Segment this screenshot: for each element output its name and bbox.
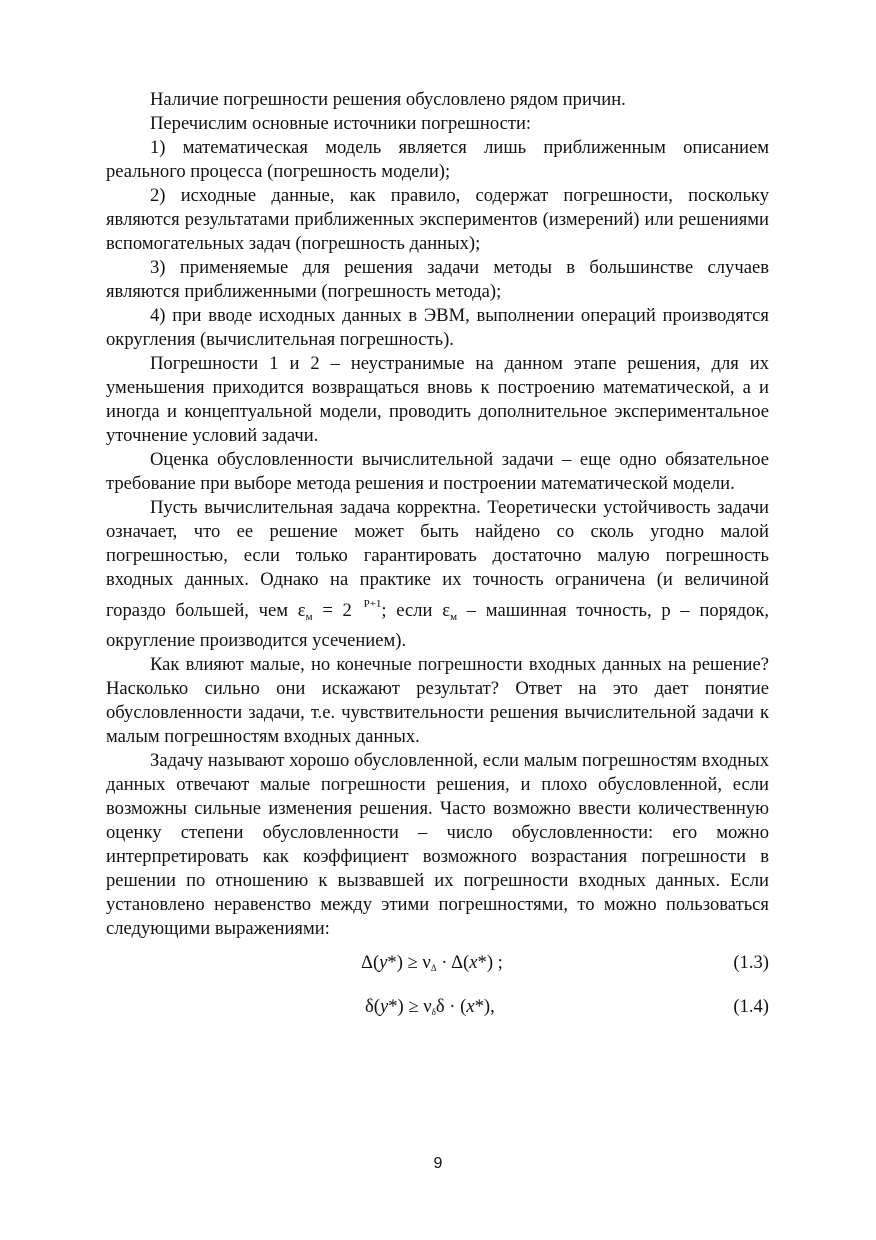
formula-part: *), — [474, 996, 495, 1017]
formula-expression — [361, 951, 503, 980]
text-fragment: = 2 — [312, 600, 362, 621]
formula-part: Δ( — [361, 952, 380, 973]
formula-1-3 — [106, 941, 769, 985]
epsilon-subscript: м — [305, 611, 313, 623]
formula-part: *) ≥ ν — [388, 996, 432, 1017]
page-body — [106, 88, 769, 1029]
variable-y: y — [379, 952, 388, 973]
paragraph-stability — [106, 496, 769, 653]
formula-subscript: Δ — [430, 963, 437, 973]
epsilon-subscript: м — [450, 611, 458, 623]
list-item-2: 2) исходные данные, как правило, содержат погрешности, поскольку являются результатами приближенных экспериментов (измерений) или решениями вспомогательных задач (погрешность данных); — [106, 185, 769, 254]
text-fragment: ; если ε — [381, 600, 451, 621]
paragraph-irreducible-errors: Погрешности 1 и 2 – неустранимые на данном этапе решения, для их уменьшения приходится возвращаться вновь к построению математической, а и иногда и концептуальной модели, проводить дополнительное экспериментальное уточнение условий задачи. — [106, 353, 769, 446]
equation-number: (1.3) — [733, 952, 769, 973]
formula-part: δ · ( — [435, 996, 467, 1017]
text-fragment: – машинная точность, p – порядок, округление производится усечением). — [106, 600, 770, 651]
variable-y: y — [379, 996, 389, 1017]
exponent: P+1 — [363, 598, 382, 610]
equation-number: (1.4) — [733, 996, 769, 1017]
formula-1-4 — [106, 985, 769, 1029]
paragraph-2: Перечислим основные источники погрешности: — [150, 113, 532, 134]
formula-part: δ( — [365, 996, 380, 1017]
list-item-3: 3) применяемые для решения задачи методы в большинстве случаев являются приближенными (погрешность метода); — [106, 257, 769, 302]
list-item-1: 1) математическая модель является лишь приближенным описанием реального процесса (погрешность модели); — [106, 137, 769, 182]
paragraph-questions: Как влияют малые, но конечные погрешности входных данных на решение? Насколько сильно они искажают результат? Ответ на это дает понятие обусловленности задачи, т.е. чувствительности решения вычислительной задачи к малым погрешностям входных данных. — [106, 654, 769, 747]
formula-part: · Δ( — [436, 952, 470, 973]
page-number: 9 — [433, 1155, 443, 1172]
variable-x: x — [466, 996, 475, 1017]
variable-x: x — [469, 952, 478, 973]
formula-expression — [365, 995, 495, 1024]
paragraph-conditioning: Оценка обусловленности вычислительной задачи – еще одно обязательное требование при выборе метода решения и построении математической модели. — [106, 449, 769, 494]
formula-subscript: δ — [431, 1007, 436, 1017]
formula-part: *) ≥ ν — [387, 952, 431, 973]
text-fragment: Пусть вычислительная задача корректна. Теоретически устойчивость задачи означает, что ее решение может быть найдено со сколь угодно малой погрешностью, если только гарантировать достаточно малую погрешность входных данных. Однако на практике их точность ограничена (и величиной гораздо большей, чем ε — [106, 497, 769, 621]
paragraph-well-conditioned: Задачу называют хорошо обусловленной, если малым погрешностям входных данных отвечают малые погрешности решения, и плохо обусловленной, если возможны сильные изменения решения. Часто возможно ввести количественную оценку степени обусловленности – число обусловленности: его можно интерпретировать как коэффициент возможного возрастания погрешности в решении по отношению к вызвавшей их погрешности входных данных. Если установлено неравенство между этими погрешностями, то можно пользоваться следующими выражениями: — [106, 750, 769, 939]
list-item-4: 4) при вводе исходных данных в ЭВМ, выполнении операций производятся округления (вычислительная погрешность). — [106, 305, 769, 350]
formula-part: *) ; — [477, 952, 503, 973]
paragraph-1: Наличие погрешности решения обусловлено рядом причин. — [150, 89, 626, 110]
